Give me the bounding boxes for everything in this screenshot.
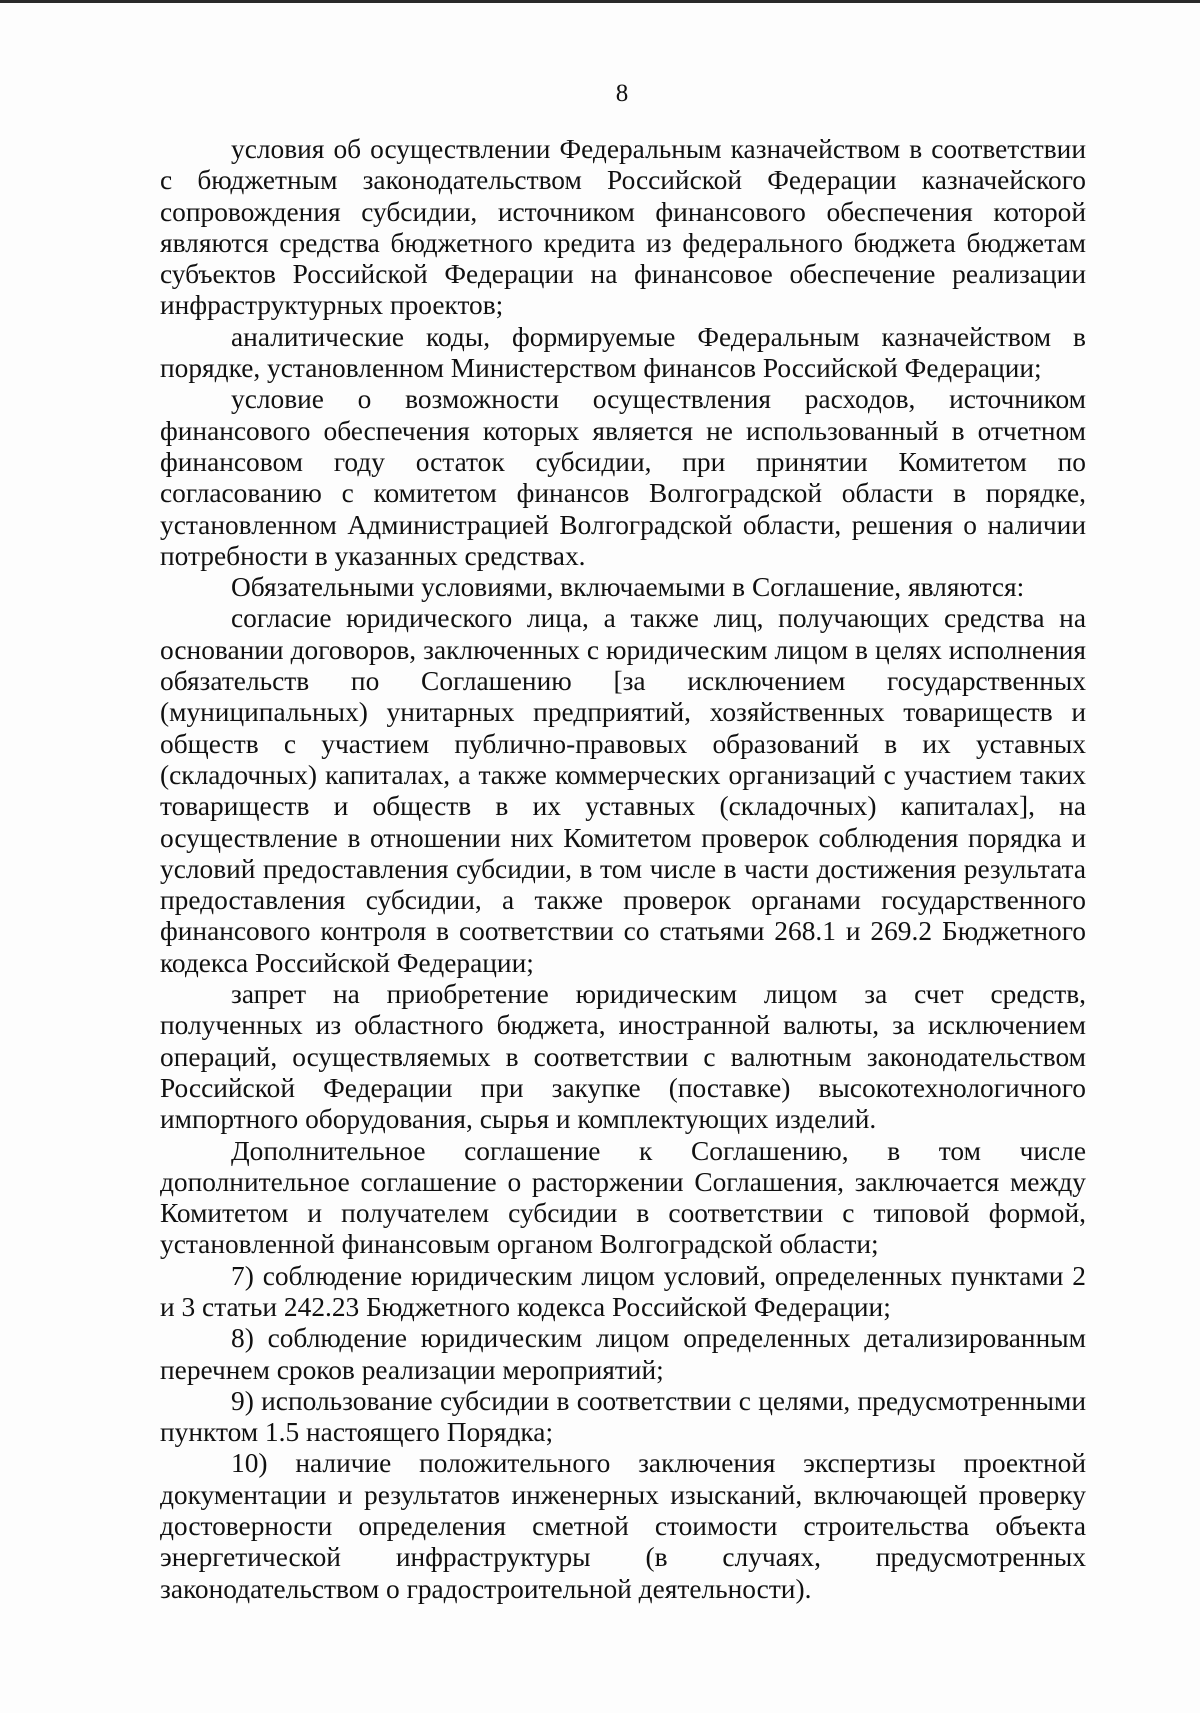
paragraph-unused-balance-condition: условие о возможности осуществления расходов, источником финансового обеспечения которых является не использованный в отчетном финансовом году остаток субсидии, при принятии Комитетом по согласованию с комитетом финансов Волгоградской области в порядке, установленном Администрацией Волгоградской области, решения о наличии потребности в указанных средствах. bbox=[160, 384, 1086, 571]
paragraph-analytical-codes: аналитические коды, формируемые Федеральным казначейством в порядке, установленном Министерством финансов Российской Федерации; bbox=[160, 321, 1086, 384]
page-number: 8 bbox=[615, 80, 629, 107]
document-body bbox=[160, 134, 1086, 1605]
paragraph-item-9: 9) использование субсидии в соответствии с целями, предусмотренными пунктом 1.5 настоящего Порядка; bbox=[160, 1385, 1086, 1448]
paragraph-currency-purchase-ban: запрет на приобретение юридическим лицом за счет средств, полученных из областного бюджета, иностранной валюты, за исключением операций, осуществляемых в соответствии с валютным законодательством Российской Федерации при закупке (поставке) высокотехнологичного импортного оборудования, сырья и комплектующих изделий. bbox=[160, 979, 1086, 1135]
paragraph-additional-agreement: Дополнительное соглашение к Соглашению, в том числе дополнительное соглашение о расторжении Соглашения, заключается между Комитетом и получателем субсидии в соответствии с типовой формой, установленной финансовым органом Волгоградской области; bbox=[160, 1135, 1086, 1260]
scan-top-edge bbox=[0, 0, 1200, 3]
paragraph-item-8: 8) соблюдение юридическим лицом определенных детализированным перечнем сроков реализации мероприятий; bbox=[160, 1323, 1086, 1385]
paragraph-item-7: 7) соблюдение юридическим лицом условий, определенных пунктами 2 и 3 статьи 242.23 Бюджетного кодекса Российской Федерации; bbox=[160, 1260, 1086, 1322]
paragraph-treasury-conditions: условия об осуществлении Федеральным казначейством в соответствии с бюджетным законодательством Российской Федерации казначейского сопровождения субсидии, источником финансового обеспечения которой являются средства бюджетного кредита из федерального бюджета бюджетам субъектов Российской Федерации на финансовое обеспечение реализации инфраструктурных проектов; bbox=[160, 134, 1086, 321]
paragraph-mandatory-conditions-heading: Обязательными условиями, включаемыми в Соглашение, являются: bbox=[231, 572, 1025, 603]
paragraph-item-10: 10) наличие положительного заключения экспертизы проектной документации и результатов инженерных изысканий, включающей проверку достоверности определения сметной стоимости строительства объекта энергетической инфраструктуры (в случаях, предусмотренных законодательством о градостроительной деятельности). bbox=[160, 1448, 1086, 1604]
paragraph-consent-to-inspections: согласие юридического лица, а также лиц, получающих средства на основании договоров, заключенных с юридическим лицом в целях исполнения обязательств по Соглашению [за исключением государственных (муниципальных) унитарных предприятий, хозяйственных товариществ и обществ с участием публично-правовых образований в их уставных (складочных) капиталах, а также коммерческих организаций с участием таких товариществ и обществ в их уставных (складочных) капиталах], на осуществление в отношении них Комитетом проверок соблюдения порядка и условий предоставления субсидии, в том числе в части достижения результата предоставления субсидии, а также проверок органами государственного финансового контроля в соответствии со статьями 268.1 и 269.2 Бюджетного кодекса Российской Федерации; bbox=[160, 603, 1086, 978]
